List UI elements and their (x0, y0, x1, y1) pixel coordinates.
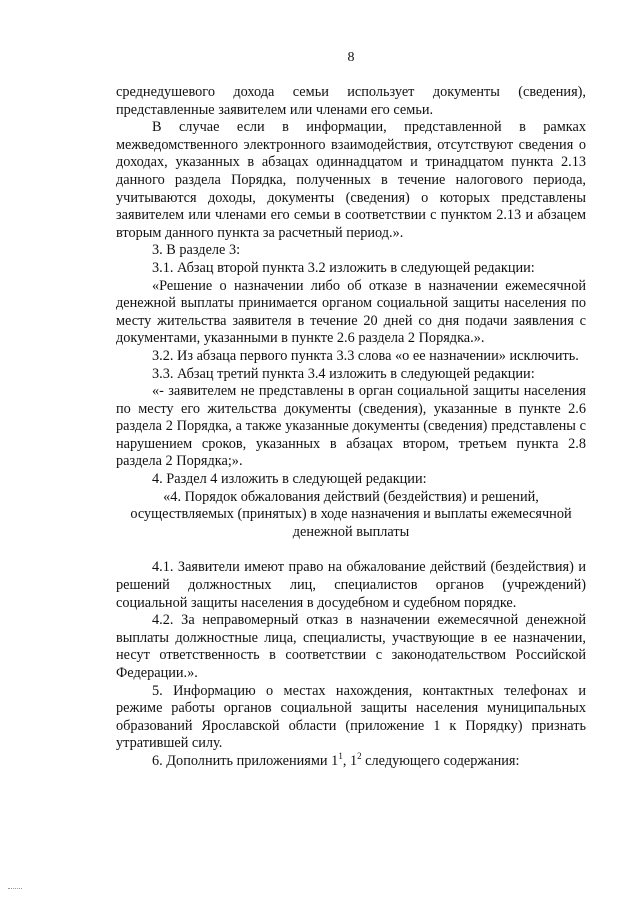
paragraph-6-text-start: 6. Дополнить приложениями 1 (152, 752, 339, 769)
paragraph-3-3: 3.3. Абзац третий пункта 3.4 изложить в следующей редакции: (152, 365, 535, 382)
paragraph-section-3: 3. В разделе 3: (152, 242, 241, 259)
spacer (116, 541, 586, 559)
paragraph-6-text-mid: , 1 (342, 752, 358, 769)
superscript-2: 2 (357, 751, 362, 762)
paragraph-6-text-end: следующего содержания: (361, 752, 520, 769)
paragraph-3-2: 3.2. Из абзаца первого пункта 3.3 слова «о ее назначении» исключить. (152, 347, 579, 364)
paragraph-3-1: 3.1. Абзац второй пункта 3.2 изложить в следующей редакции: (152, 259, 535, 276)
paragraph-section-4: 4. Раздел 4 изложить в следующей редакции: (152, 471, 427, 488)
paragraph-6 (116, 753, 586, 771)
superscript-1: 1 (338, 751, 343, 762)
paragraph-income-info: В случае если в информации, представленной в рамках межведомственного электронного взаимодействия, отсутствуют сведения о доходах, указанных в абзацах одиннадцатом и тринадцатом пункта 2.13 данного раздела Порядка, полученных в течение налогового периода, учитываются доходы, документы (сведения) о которых представлены заявителем или членами его семьи в соответствии с пунктом 2.13 и абзацем вторым данного пункта за расчетный период.». (116, 119, 586, 241)
paragraph-5: 5. Информацию о местах нахождения, контактных телефонах и режиме работы органов социальной защиты населения муниципальных образований Ярославской области (приложение 1 к Порядку) признать утратившей силу. (116, 682, 586, 752)
paragraph-continuation: среднедушевого дохода семьи использует документы (сведения), представленные заявителем или членами его семьи. (116, 84, 586, 118)
paragraph-4-1: 4.1. Заявители имеют право на обжалование действий (бездействия) и решений должностных лиц, специалистов органов (учреждений) социальной защиты населения в досудебном и судебном порядке. (116, 559, 586, 611)
scan-edge-mark (8, 885, 22, 889)
paragraph-4-2: 4.2. За неправомерный отказ в назначении ежемесячной денежной выплаты должностные лица, специалисты, участвующие в ее назначении, несут ответственность в соответствии с законодательством Российской Федерации.». (116, 612, 586, 681)
paragraph-3-3-quote: «- заявителем не представлены в орган социальной защиты населения по месту его жительства документы (сведения), указанные в пункте 2.6 раздела 2 Порядка, а также указанные документы (сведения) представлены с нарушением сроков, указанных в абзацах втором, третьем пункта 2.8 раздела 2 Порядка;». (116, 383, 586, 470)
page-number: 8 (347, 50, 355, 65)
section-heading-line-2: осуществляемых (принятых) в ходе назначения и выплаты ежемесячной (130, 506, 572, 523)
document-body (116, 84, 586, 771)
section-heading-line-1: «4. Порядок обжалования действий (бездействия) и решений, (163, 488, 539, 505)
paragraph-3-1-quote: «Решение о назначении либо об отказе в назначении ежемесячной денежной выплаты принимается органом социальной защиты населения по месту жительства заявителя в течение 20 дней со дня подачи заявления с документами, указанными в пункте 2.6 раздела 2 Порядка.». (116, 277, 586, 347)
section-heading-line-3: денежной выплаты (292, 523, 410, 540)
